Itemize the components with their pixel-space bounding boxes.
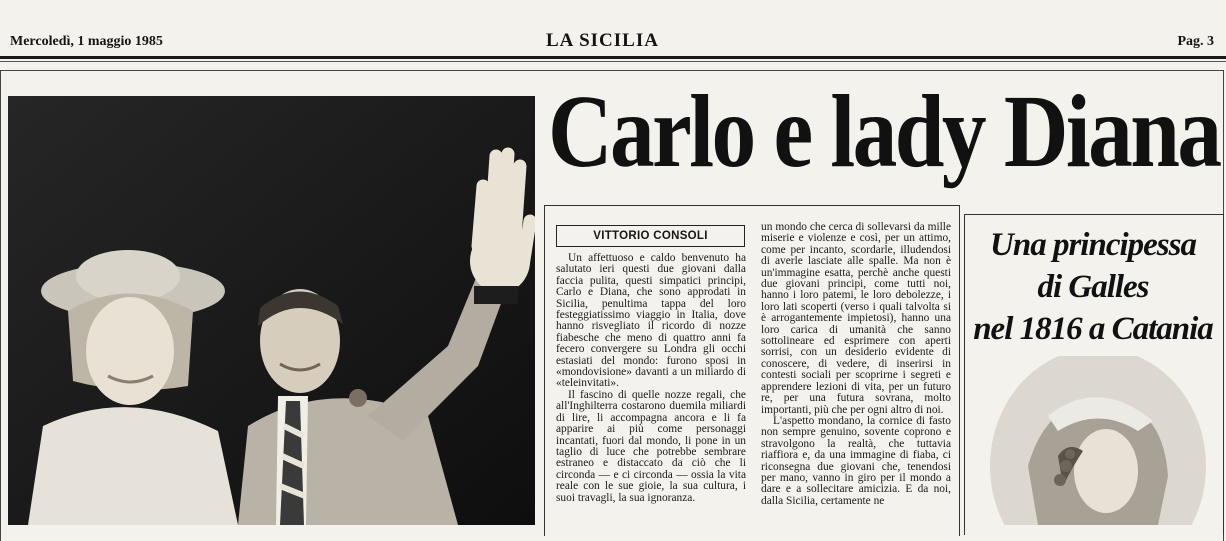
byline: VITTORIO CONSOLI — [556, 225, 745, 247]
article-paragraph: Un affettuoso e caldo benvenuto ha salutato ieri questi due giovani dalla faccia pulita, questi simpatici principi, Carlo e Diana, che sono approdati in Sicilia, penultima tappa del loro festeggiatissimo viaggio in Italia, dove hanno risvegliato il ricordo di nozze fiabesche che meno di quattro anni fa fecero convergere su Londra gli occhi estasiati del mondo: furono sposi in «mondovisione» davanti a un miliardo di «teleinvitati». — [556, 253, 746, 390]
issue-date: Mercoledì, 1 maggio 1985 — [10, 34, 163, 49]
sidebar-headline — [966, 224, 1220, 350]
masthead-rule-thin — [0, 61, 1226, 62]
masthead-rule — [0, 56, 1226, 59]
princess-portrait — [988, 356, 1208, 525]
article-paragraph: L'aspetto mondano, la cornice di fasto non sempre genuino, sovente coprono e stravolgono la realtà, che tuttavia riaffiora e, da una immagine di fiaba, ci riconsegna due giovani che, tenendosi per mano, vanno in giro per il mondo a dare e a sollecitare amicizia. E da noi, dalla Sicilia, certamente ne — [761, 414, 951, 507]
royal-couple-photo — [8, 96, 535, 525]
article-paragraph: Il fascino di quelle nozze regali, che all'Inghilterra costarono duemila miliardi di lire, li accompagna ancora e li fa apparire ai più come personaggi incantati, fuori dal mondo, li pone in un taglio di luce che potrebbe sembrare estraneo e distaccato da ciò che li circonda — e ci circonda — ossia la vita reale con le sue gioie, la sua cultura, i suoi travagli, la sua ignoranza. — [556, 388, 746, 504]
article-column-1 — [556, 253, 746, 525]
sidebar-headline-line: Una principessa — [990, 227, 1196, 263]
newspaper-title: LA SICILIA — [546, 30, 659, 51]
masthead — [0, 0, 1226, 62]
article-paragraph: un mondo che cerca di sollevarsi da mille miserie e violenze e così, per un attimo, come per incanto, scordarle, illudendosi di averle lasciate alle spalle. Ma non è un'immagine esatta, perchè anche questi due giovani principi, come tutti noi, hanno i loro patemi, le loro debolezze, i loro lati scoperti (verso i quali talvolta si è arrogantemente impietosi), hanno una loro carica di umanità che sanno sottolineare ed esprimere con aperti sorrisi, con un desiderio evidente di conoscere, di vedere, di inserirsi in contesti sociali per scoprirne i segreti e apprendere lezioni di vita, per un futuro re, per una futura sovrana, molto importanti, più che per ogni altro di noi. — [761, 222, 951, 416]
sidebar-headline-line: nel 1816 a Catania — [973, 311, 1213, 347]
headline: Carlo e lady Diana — [548, 74, 1220, 189]
article-column-2 — [761, 222, 951, 525]
sidebar-headline-line: di Galles — [1037, 269, 1149, 305]
page-number: Pag. 3 — [1177, 34, 1214, 49]
